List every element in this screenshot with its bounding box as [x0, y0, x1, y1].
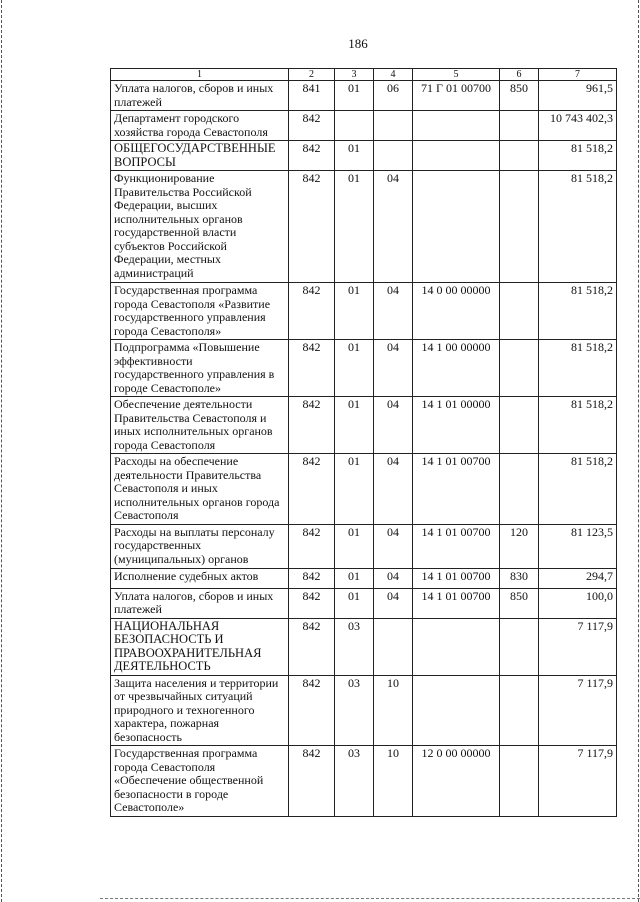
row-dept: 842 [289, 454, 335, 525]
table-row [111, 340, 617, 397]
scan-edge-right [638, 0, 639, 902]
row-amount: 81 123,5 [539, 524, 617, 568]
row-exp-type [500, 111, 539, 141]
row-exp-type: 830 [500, 568, 539, 588]
row-dept: 842 [289, 618, 335, 675]
table-row [111, 454, 617, 525]
row-name: Государственная программа города Севастополя «Обеспечение общественной безопасности в городе Севастополе» [111, 746, 289, 817]
row-name: Подпрограмма «Повышение эффективности государственного управления в городе Севастополе» [111, 340, 289, 397]
row-name: Уплата налогов, сборов и иных платежей [111, 588, 289, 618]
row-subsection: 04 [374, 454, 413, 525]
row-exp-type [500, 675, 539, 746]
row-exp-type: 850 [500, 81, 539, 111]
row-dept: 842 [289, 524, 335, 568]
row-section: 03 [335, 746, 374, 817]
row-target: 71 Г 01 00700 [413, 81, 500, 111]
row-target: 14 1 01 00700 [413, 568, 500, 588]
row-subsection: 04 [374, 340, 413, 397]
row-subsection: 06 [374, 81, 413, 111]
row-subsection: 10 [374, 675, 413, 746]
row-target [413, 618, 500, 675]
row-subsection [374, 618, 413, 675]
row-target [413, 171, 500, 283]
row-target: 14 1 01 00700 [413, 524, 500, 568]
row-exp-type [500, 283, 539, 340]
row-amount: 7 117,9 [539, 618, 617, 675]
table-header-row [111, 69, 617, 81]
row-amount: 81 518,2 [539, 171, 617, 283]
table-row [111, 141, 617, 171]
row-name: НАЦИОНАЛЬНАЯ БЕЗОПАСНОСТЬ И ПРАВООХРАНИТЕЛЬНАЯ ДЕЯТЕЛЬНОСТЬ [111, 618, 289, 675]
row-target [413, 141, 500, 171]
table-row [111, 618, 617, 675]
row-name: Расходы на обеспечение деятельности Правительства Севастополя и иных исполнительных органов города Севастополя [111, 454, 289, 525]
row-section [335, 111, 374, 141]
row-section: 01 [335, 454, 374, 525]
row-name: Уплата налогов, сборов и иных платежей [111, 81, 289, 111]
row-target: 14 1 00 00000 [413, 340, 500, 397]
row-target [413, 675, 500, 746]
scan-edge-left [1, 0, 2, 902]
row-subsection: 04 [374, 568, 413, 588]
page-number: 186 [348, 36, 368, 51]
row-exp-type [500, 141, 539, 171]
scan-edge-bottom [100, 898, 640, 899]
row-amount: 7 117,9 [539, 675, 617, 746]
row-section: 01 [335, 524, 374, 568]
row-amount: 81 518,2 [539, 283, 617, 340]
row-subsection [374, 111, 413, 141]
row-amount: 294,7 [539, 568, 617, 588]
row-section: 01 [335, 340, 374, 397]
row-name: Расходы на выплаты персоналу государственных (муниципальных) органов [111, 524, 289, 568]
row-subsection: 04 [374, 397, 413, 454]
row-target: 14 1 01 00700 [413, 588, 500, 618]
row-section: 01 [335, 81, 374, 111]
row-name: Функционирование Правительства Российской Федерации, высших исполнительных органов государственной власти субъектов Российской Федерации, местных администраций [111, 171, 289, 283]
row-dept: 842 [289, 746, 335, 817]
row-section: 03 [335, 675, 374, 746]
row-target: 14 0 00 00000 [413, 283, 500, 340]
header-cell-amount: 7 [539, 69, 617, 81]
row-target [413, 111, 500, 141]
row-name: Исполнение судебных актов [111, 568, 289, 588]
table-row [111, 524, 617, 568]
row-section: 01 [335, 171, 374, 283]
table-row [111, 283, 617, 340]
table-row [111, 397, 617, 454]
row-dept: 842 [289, 588, 335, 618]
row-exp-type [500, 454, 539, 525]
row-target: 14 1 01 00700 [413, 454, 500, 525]
budget-table [110, 68, 617, 817]
header-cell-name: 1 [111, 69, 289, 81]
header-cell-section: 3 [335, 69, 374, 81]
row-name: Обеспечение деятельности Правительства Севастополя и иных исполнительных органов города Севастополя [111, 397, 289, 454]
header-cell-target: 5 [413, 69, 500, 81]
row-amount: 81 518,2 [539, 454, 617, 525]
table-row [111, 746, 617, 817]
row-dept: 842 [289, 397, 335, 454]
row-name: Департамент городского хозяйства города Севастополя [111, 111, 289, 141]
row-exp-type [500, 171, 539, 283]
table-row [111, 568, 617, 588]
table-row [111, 111, 617, 141]
row-target: 12 0 00 00000 [413, 746, 500, 817]
row-subsection: 04 [374, 171, 413, 283]
row-subsection: 04 [374, 524, 413, 568]
table-row [111, 171, 617, 283]
row-dept: 841 [289, 81, 335, 111]
row-amount: 81 518,2 [539, 141, 617, 171]
row-amount: 81 518,2 [539, 397, 617, 454]
row-amount: 81 518,2 [539, 340, 617, 397]
row-exp-type: 120 [500, 524, 539, 568]
row-exp-type [500, 397, 539, 454]
header-cell-exp-type: 6 [500, 69, 539, 81]
row-subsection [374, 141, 413, 171]
row-exp-type: 850 [500, 588, 539, 618]
row-amount: 10 743 402,3 [539, 111, 617, 141]
row-dept: 842 [289, 171, 335, 283]
table-row [111, 81, 617, 111]
row-dept: 842 [289, 675, 335, 746]
row-amount: 7 117,9 [539, 746, 617, 817]
header-cell-subsection: 4 [374, 69, 413, 81]
row-section: 01 [335, 397, 374, 454]
row-exp-type [500, 746, 539, 817]
row-dept: 842 [289, 568, 335, 588]
table-row [111, 588, 617, 618]
row-section: 01 [335, 283, 374, 340]
row-dept: 842 [289, 283, 335, 340]
row-exp-type [500, 618, 539, 675]
row-exp-type [500, 340, 539, 397]
row-name: ОБЩЕГОСУДАРСТВЕННЫЕ ВОПРОСЫ [111, 141, 289, 171]
table-row [111, 675, 617, 746]
row-amount: 961,5 [539, 81, 617, 111]
header-cell-dept: 2 [289, 69, 335, 81]
row-section: 01 [335, 588, 374, 618]
row-dept: 842 [289, 340, 335, 397]
row-section: 01 [335, 568, 374, 588]
row-subsection: 10 [374, 746, 413, 817]
row-amount: 100,0 [539, 588, 617, 618]
row-name: Защита населения и территории от чрезвычайных ситуаций природного и техногенного характера, пожарная безопасность [111, 675, 289, 746]
row-section: 03 [335, 618, 374, 675]
row-section: 01 [335, 141, 374, 171]
row-subsection: 04 [374, 283, 413, 340]
row-name: Государственная программа города Севастополя «Развитие государственного управления города Севастополя» [111, 283, 289, 340]
row-dept: 842 [289, 141, 335, 171]
row-target: 14 1 01 00000 [413, 397, 500, 454]
row-subsection: 04 [374, 588, 413, 618]
row-dept: 842 [289, 111, 335, 141]
